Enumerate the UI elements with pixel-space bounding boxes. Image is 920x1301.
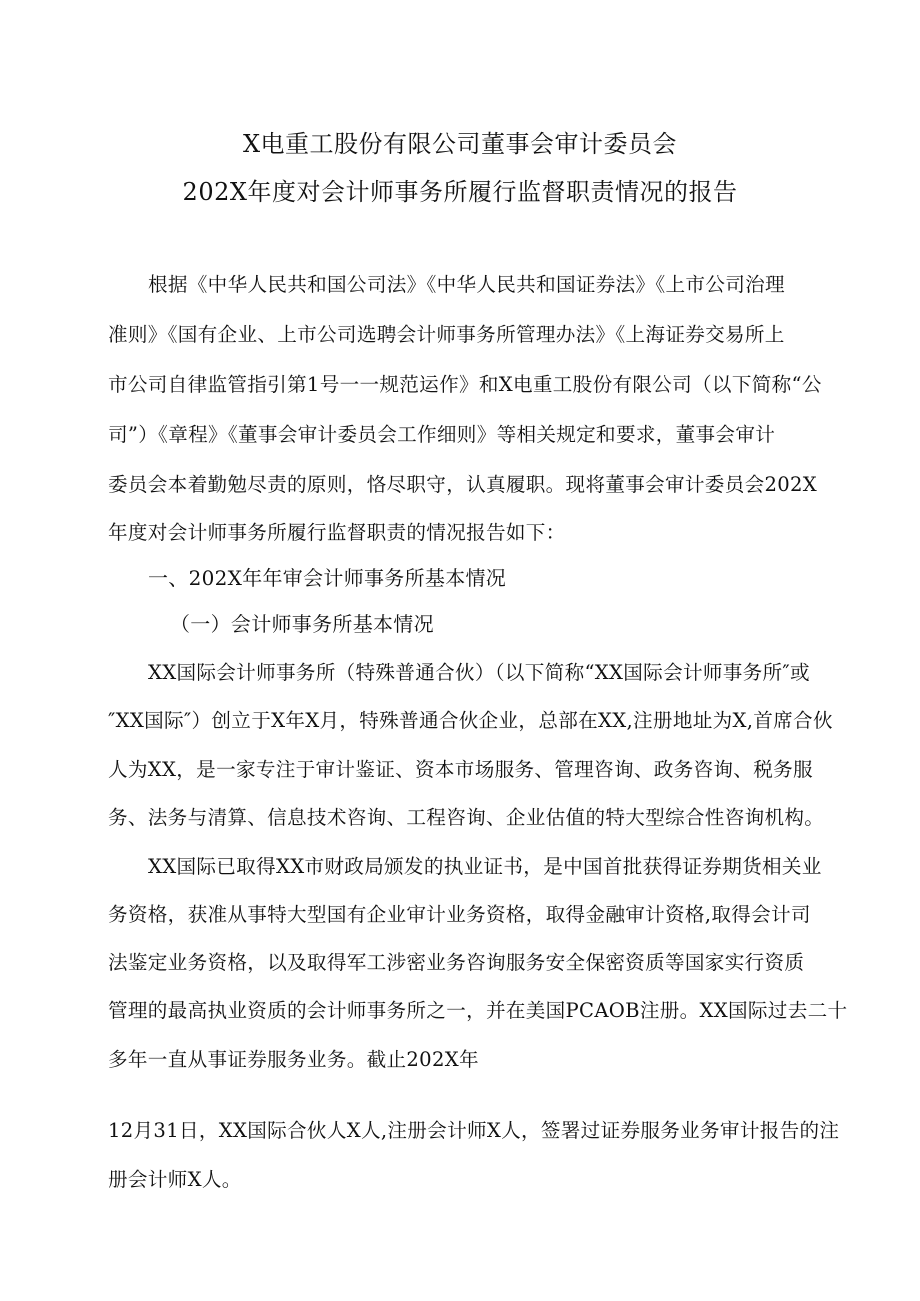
paragraph-line: 法鉴定业务资格，以及取得军工涉密业务咨询服务安全保密资质等国家实行资质	[108, 951, 805, 974]
intro-line: 委员会本着勤勉尽责的原则，恪尽职守，认真履职。现将董事会审计委员会202X	[108, 473, 818, 496]
paragraph-line: 务资格，获准从事特大型国有企业审计业务资格，取得金融审计资格,取得会计司	[108, 903, 811, 926]
section-heading: 一、202X年年审会计师事务所基本情况	[148, 566, 507, 590]
report-title-line-1: X电重工股份有限公司董事会审计委员会	[242, 130, 678, 158]
paragraph-line: 多年一直从事证券服务业务。截止202X年	[108, 1048, 479, 1071]
paragraph-line: 务、法务与清算、信息技术咨询、工程咨询、企业估值的特大型综合性咨询机构。	[108, 806, 825, 829]
intro-line: 根据《中华人民共和国公司法》《中华人民共和国证券法》《上市公司治理	[148, 273, 785, 296]
intro-line: 准则》《国有企业、上市公司选聘会计师事务所管理办法》《上海证券交易所上	[108, 323, 785, 346]
paragraph-line: 册会计师X人。	[108, 1168, 242, 1191]
paragraph-line: 管理的最高执业资质的会计师事务所之一，并在美国PCAOB注册。XX国际过去二十	[108, 999, 848, 1022]
intro-line: 司”）《章程》《董事会审计委员会工作细则》等相关规定和要求，董事会审计	[108, 423, 776, 446]
paragraph-line: XX国际已取得XX市财政局颁发的执业证书，是中国首批获得证券期货相关业	[148, 855, 822, 878]
paragraph-line: 人为XX，是一家专注于审计鉴证、资本市场服务、管理咨询、政务咨询、税务服	[108, 758, 813, 781]
intro-line: 年度对会计师事务所履行监督职责的情况报告如下：	[108, 521, 566, 544]
intro-line: 市公司自律监管指引第1号一一规范运作》和X电重工股份有限公司（以下简称“公	[108, 373, 822, 396]
paragraph-line: XX国际会计师事务所（特殊普通合伙）（以下简称“XX国际会计师事务所″或	[148, 661, 810, 684]
report-title-line-2: 202X年度对会计师事务所履行监督职责情况的报告	[182, 178, 738, 206]
subsection-heading: （一）会计师事务所基本情况	[170, 612, 434, 636]
paragraph-line: 12月31日，XX国际合伙人X人,注册会计师X人，签署过证券服务业务审计报告的注	[108, 1119, 840, 1142]
paragraph-line: ″XX国际″）创立于X年X月，特殊普通合伙企业，总部在XX,注册地址为X,首席合伙	[108, 709, 833, 732]
